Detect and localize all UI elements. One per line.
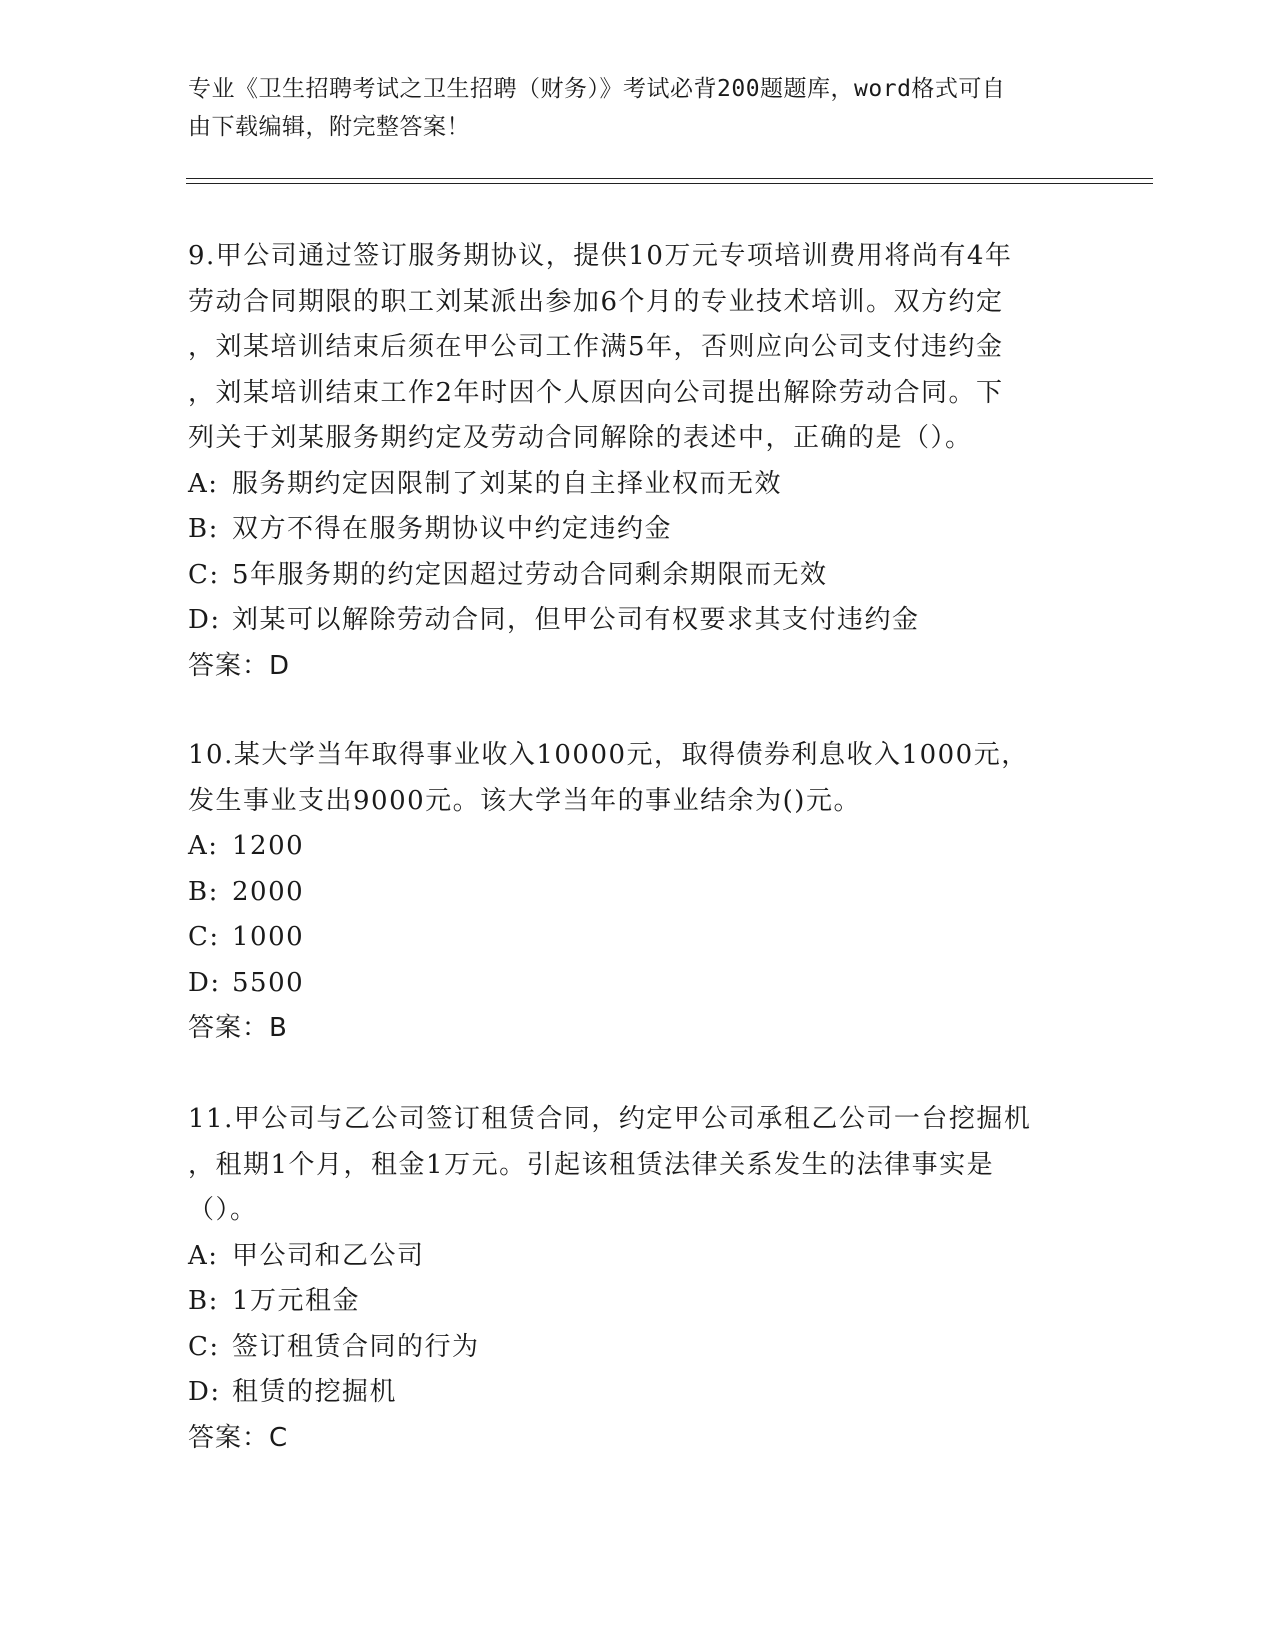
question-text-line: ，刘某培训结束后须在甲公司工作满5年，否则应向公司支付违约金: [188, 332, 1004, 362]
option-key: C:: [188, 559, 220, 590]
option-text: 5年服务期的约定因超过劳动合同剩余期限而无效: [232, 559, 828, 590]
option-text: 租赁的挖掘机: [232, 1377, 398, 1407]
option-key: B:: [188, 876, 219, 907]
question-text-line: ，刘某培训结束工作2年时因个人原因向公司提出解除劳动合同。下: [188, 377, 1004, 408]
option-b: [188, 870, 1088, 916]
option-d: [188, 961, 1088, 1007]
question-10: [188, 733, 1088, 1052]
answer-label: 答案：C: [188, 1422, 289, 1453]
option-text: 服务期约定因限制了刘某的自主择业权而无效: [232, 468, 783, 499]
question-text-line: 发生事业支出9000元。该大学当年的事业结余为()元。: [188, 785, 861, 816]
option-text: 2000: [232, 876, 305, 907]
option-text: 1000: [232, 922, 305, 952]
option-text: 1万元租金: [232, 1286, 361, 1316]
option-text: 5500: [232, 967, 305, 998]
option-c: [188, 1325, 1088, 1371]
option-b: [188, 507, 1088, 553]
option-key: D:: [188, 605, 221, 635]
option-key: C:: [188, 1331, 220, 1362]
question-9: [188, 234, 1088, 689]
option-a: [188, 1234, 1088, 1280]
answer-label: 答案：D: [188, 650, 291, 681]
option-d: [188, 598, 1088, 644]
question-text-line: （）。: [188, 1195, 258, 1225]
option-a: [188, 824, 1088, 870]
option-key: D:: [188, 967, 221, 998]
option-c: [188, 915, 1088, 961]
document-header: [188, 70, 1068, 146]
option-key: B:: [188, 514, 219, 544]
header-line-1: 专业《卫生招聘考试之卫生招聘（财务）》考试必背200题题库，word格式可自: [188, 76, 1006, 102]
option-text: 双方不得在服务期协议中约定违约金: [232, 514, 673, 544]
option-b: [188, 1279, 1088, 1325]
question-11: [188, 1097, 1088, 1461]
header-line-2: 由下载编辑，附完整答案！: [188, 114, 470, 140]
option-key: A:: [188, 831, 219, 861]
option-key: C:: [188, 922, 220, 952]
option-key: B:: [188, 1286, 219, 1316]
question-text-line: ，租期1个月，租金1万元。引起该租赁法律关系发生的法律事实是: [188, 1149, 995, 1180]
answer-label: 答案：B: [188, 1013, 288, 1043]
option-key: A:: [188, 1240, 219, 1271]
option-key: D:: [188, 1377, 221, 1407]
option-text: 1200: [232, 831, 305, 861]
question-text-line: 11.甲公司与乙公司签订租赁合同，约定甲公司承租乙公司一台挖掘机: [188, 1104, 1032, 1134]
option-d: [188, 1370, 1088, 1416]
option-a: [188, 462, 1088, 508]
option-text: 刘某可以解除劳动合同，但甲公司有权要求其支付违约金: [232, 605, 920, 635]
header-divider-top: [186, 178, 1153, 179]
question-text-line: 9.甲公司通过签订服务期协议，提供10万元专项培训费用将尚有4年: [188, 241, 1013, 271]
question-text-line: 列关于刘某服务期约定及劳动合同解除的表述中，正确的是（）。: [188, 423, 973, 453]
option-key: A:: [188, 468, 219, 499]
header-divider-bottom: [186, 183, 1153, 184]
option-c: [188, 553, 1088, 599]
option-text: 签订租赁合同的行为: [232, 1331, 480, 1362]
option-text: 甲公司和乙公司: [232, 1240, 425, 1271]
question-text-line: 10.某大学当年取得事业收入10000元，取得债券利息收入1000元，: [188, 740, 1029, 770]
question-text-line: 劳动合同期限的职工刘某派出参加6个月的专业技术培训。双方约定: [188, 286, 1004, 317]
